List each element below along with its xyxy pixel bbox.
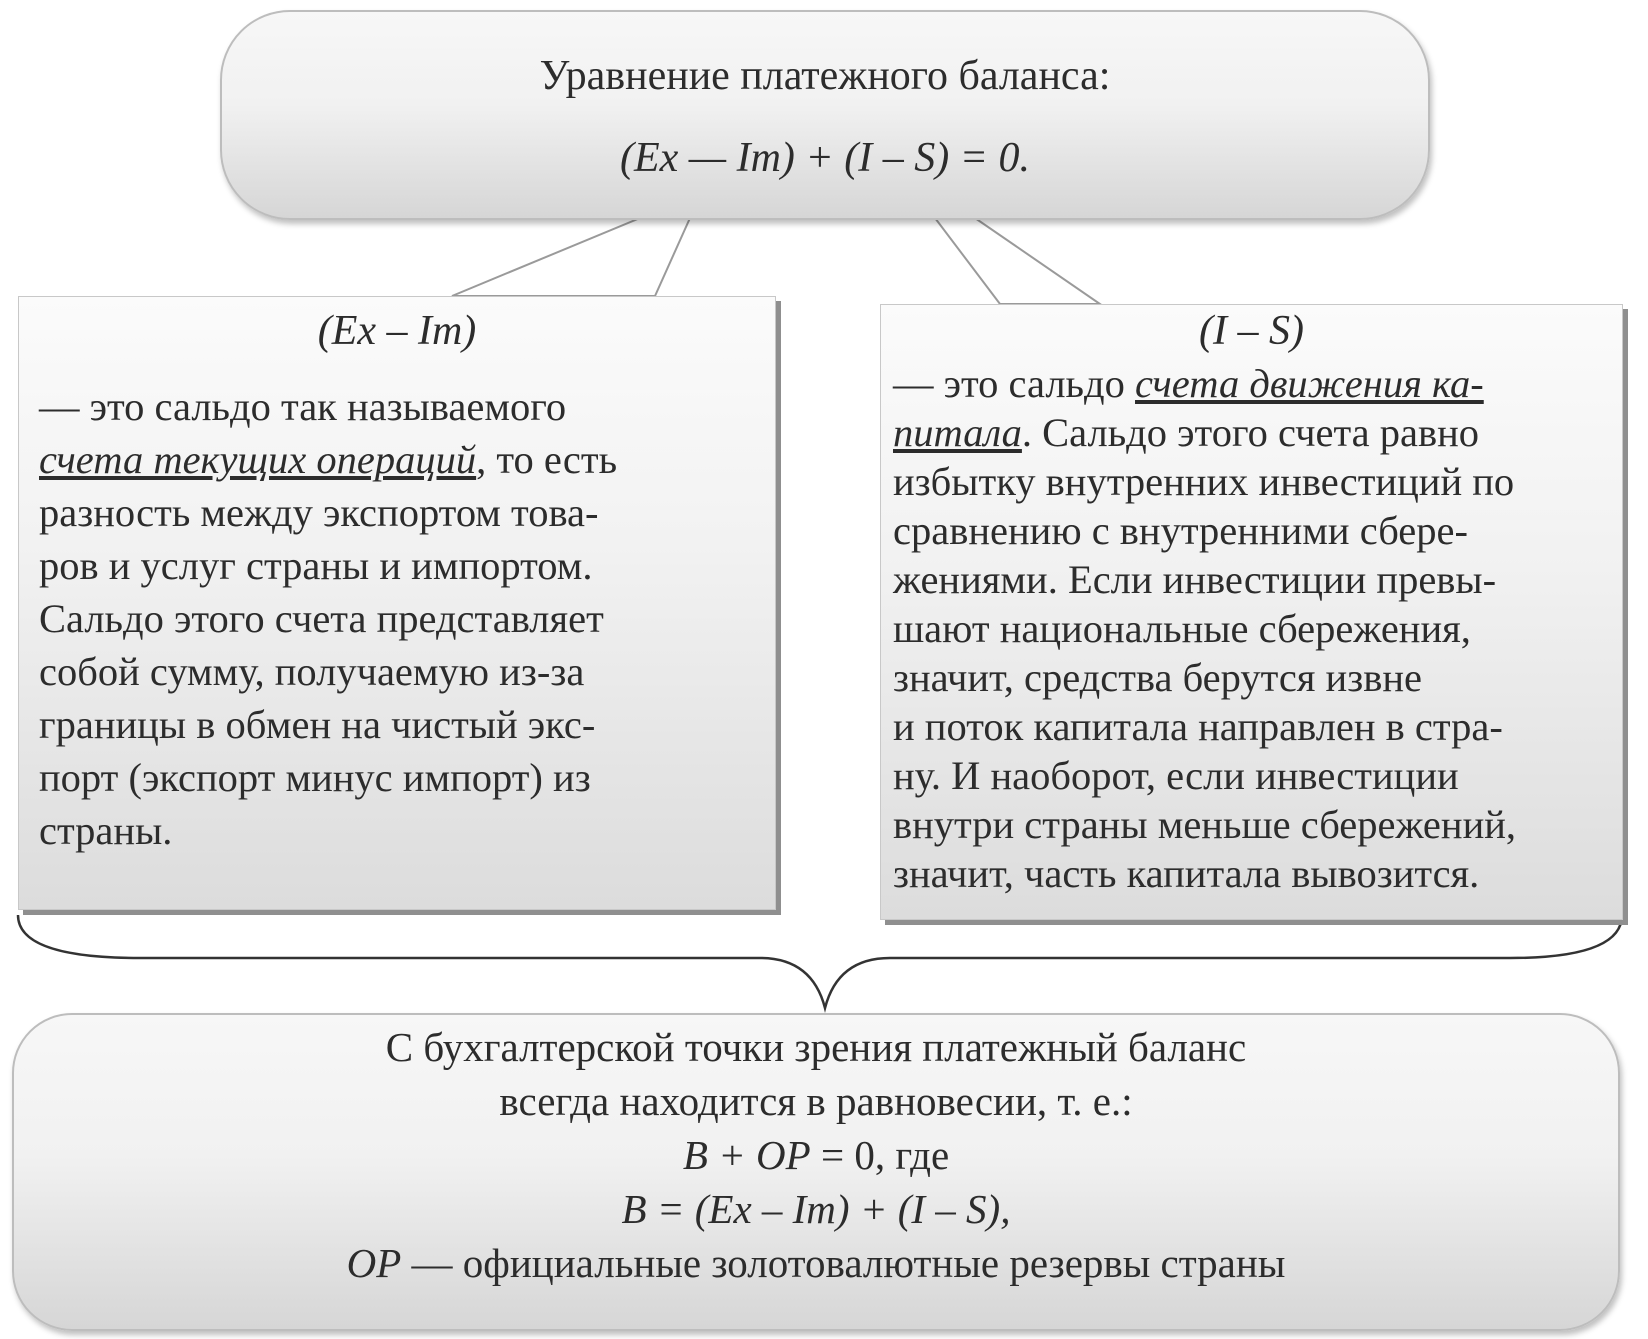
right-line-1-prefix: — это сальдо — [893, 361, 1136, 406]
bottom-line-4-rest: = (Ex – Im) + (I – S), — [646, 1186, 1011, 1232]
current-account-term: счета текущих операций — [39, 437, 477, 482]
capital-account-heading — [881, 307, 1622, 355]
left-line-9: страны. — [39, 808, 173, 853]
bottom-line-4 — [14, 1182, 1618, 1236]
right-line-6: шают национальные сбережения, — [893, 606, 1471, 651]
left-line-8: порт (экспорт минус импорт) из — [39, 755, 591, 800]
left-line-3: разность между экспортом това- — [39, 490, 599, 535]
capital-account-box — [880, 304, 1623, 920]
bottom-line-3-var: B + OP — [682, 1132, 811, 1178]
current-account-box — [18, 296, 776, 910]
right-line-9: ну. И наоборот, если инвестиции — [893, 753, 1459, 798]
left-line-4: ров и услуг страны и импортом. — [39, 543, 593, 588]
connector-left — [452, 218, 690, 296]
left-line-1: — это сальдо так называемого — [39, 384, 567, 429]
capital-account-heading-text: (I – S) — [1199, 308, 1304, 354]
right-line-11: значит, часть капитала вывозится. — [893, 851, 1480, 896]
capital-account-term-part2: питала — [893, 410, 1022, 455]
right-line-3: избытку внутренних инвестиций по — [893, 459, 1515, 504]
current-account-heading — [19, 307, 775, 355]
capital-account-text — [893, 359, 1516, 898]
connector-right — [935, 218, 1100, 304]
left-line-2 — [39, 433, 617, 486]
equation-title: Уравнение платежного баланса: — [539, 53, 1111, 99]
right-line-8: и поток капитала направлен в стра- — [893, 704, 1503, 749]
right-line-2-rest: . Сальдо этого счета равно — [1021, 410, 1480, 455]
right-line-10: внутри страны меньше сбережений, — [893, 802, 1517, 847]
right-line-4: сравнению с внутренними сбере- — [893, 508, 1468, 553]
balance-equation-box — [220, 10, 1430, 220]
left-line-5: Сальдо этого счета представляет — [39, 596, 604, 641]
bottom-line-5-var: OP — [346, 1240, 402, 1286]
bottom-line-5-rest: — официальные золотовалютные резервы страны — [401, 1240, 1286, 1286]
bottom-line-1: С бухгалтерской точки зрения платежный баланс — [385, 1024, 1247, 1070]
left-line-7: границы в обмен на чистый экс- — [39, 702, 596, 747]
right-line-5: жениями. Если инвестиции превы- — [893, 557, 1497, 602]
bottom-line-3-rest: = 0, где — [810, 1132, 950, 1178]
bottom-line-2: всегда находится в равновесии, т. е.: — [499, 1078, 1133, 1124]
current-account-text — [39, 380, 617, 857]
left-line-6: собой сумму, получаемую из-за — [39, 649, 585, 694]
bottom-line-3 — [14, 1128, 1618, 1182]
capital-account-term-part1: счета движения ка- — [1135, 361, 1484, 406]
bottom-line-4-var: B — [621, 1186, 647, 1232]
left-line-2-rest: , то есть — [476, 437, 618, 482]
curly-brace — [18, 915, 1622, 1008]
accounting-balance-box — [12, 1013, 1620, 1331]
current-account-heading-text: (Ex – Im) — [317, 308, 477, 354]
accounting-balance-text — [14, 1020, 1618, 1290]
bottom-line-5 — [14, 1236, 1618, 1290]
equation-formula: (Ex — Im) + (I – S) = 0. — [619, 135, 1031, 181]
right-line-2 — [893, 408, 1516, 457]
right-line-1 — [893, 359, 1516, 408]
right-line-7: значит, средства берутся извне — [893, 655, 1422, 700]
